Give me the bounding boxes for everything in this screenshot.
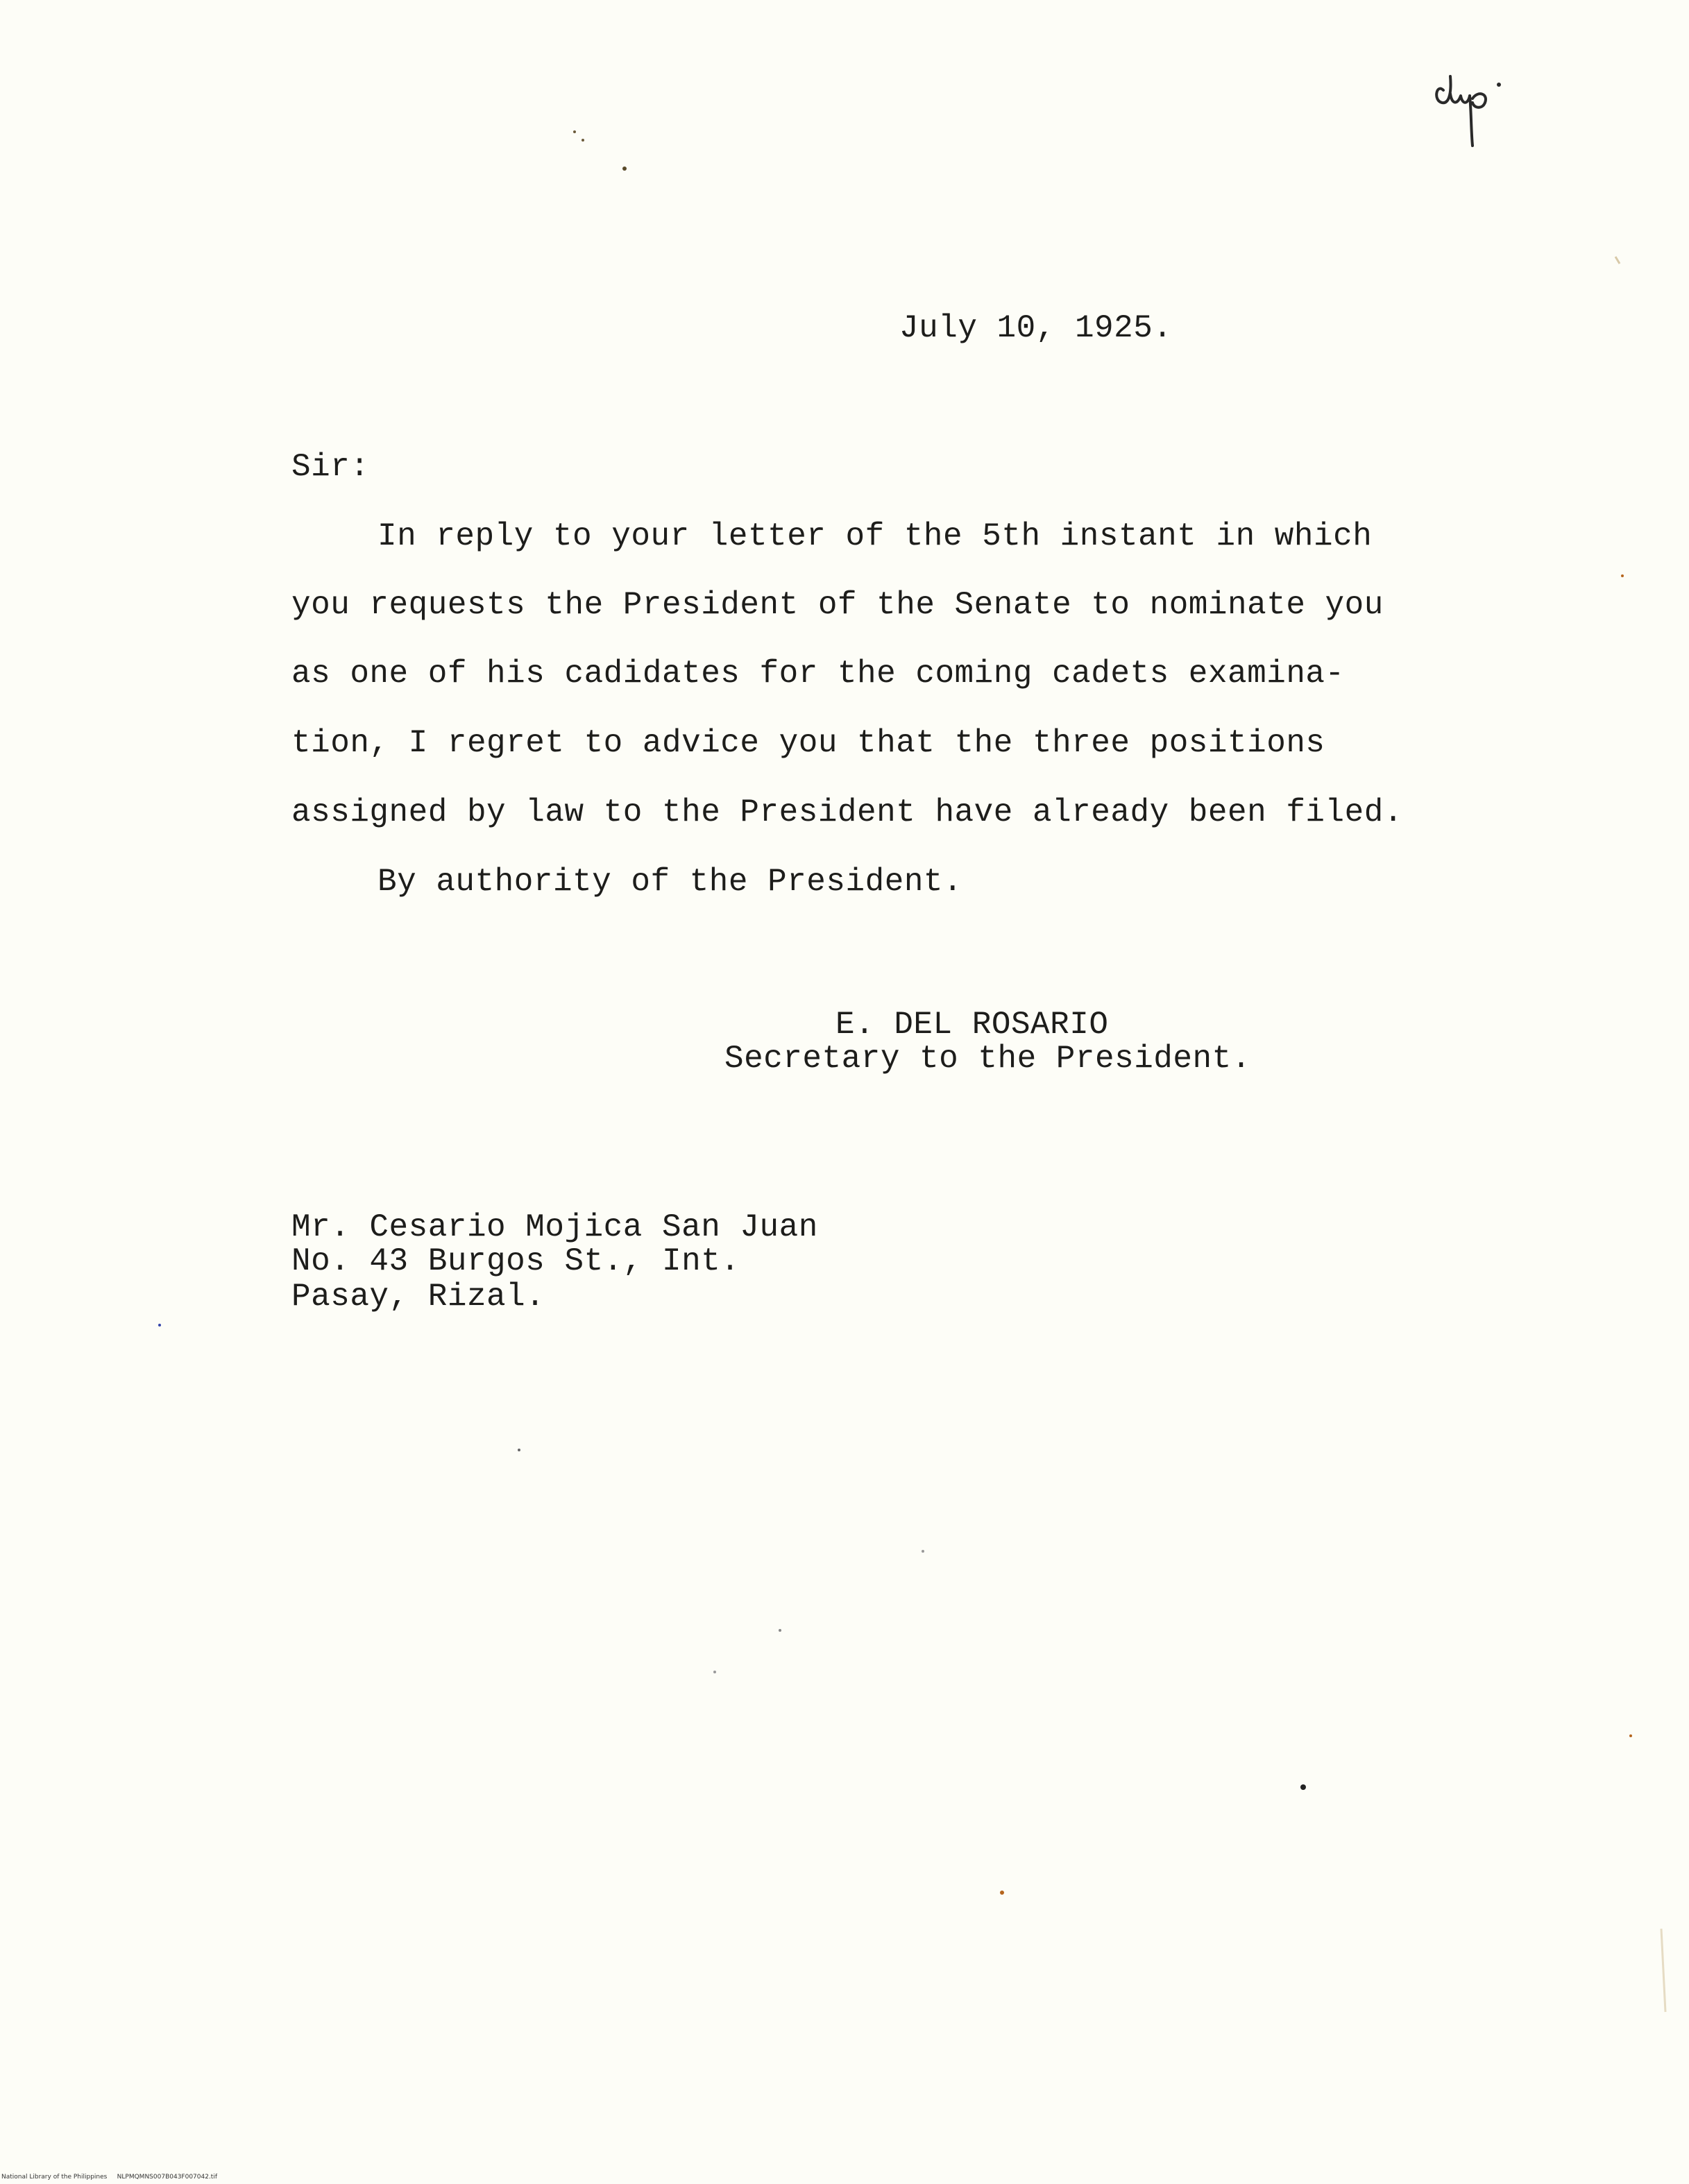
body-line: tion, I regret to advice you that the three positions (291, 725, 1325, 761)
body-line: you requests the President of the Senate to nominate you (291, 587, 1384, 623)
address-line: No. 43 Burgos St., Int. (291, 1243, 740, 1279)
handwritten-annotation (1429, 42, 1541, 153)
signatory-name: E. DEL ROSARIO (835, 1007, 1109, 1043)
address-line: Pasay, Rizal. (291, 1279, 545, 1315)
closing-line: By authority of the President. (377, 864, 963, 900)
archive-caption: National Library of the Philippines NLPMQMNS007B043F007042.tif (1, 2174, 218, 2181)
address-line: Mr. Cesario Mojica San Juan (291, 1209, 818, 1245)
letter-date: July 10, 1925. (899, 310, 1173, 346)
body-line: as one of his cadidates for the coming cadets examina- (291, 656, 1345, 692)
signatory-title: Secretary to the President. (724, 1041, 1251, 1077)
body-line: In reply to your letter of the 5th instant in which (377, 518, 1373, 554)
body-line: assigned by law to the President have already been filed. (291, 794, 1403, 830)
salutation: Sir: (291, 449, 370, 485)
